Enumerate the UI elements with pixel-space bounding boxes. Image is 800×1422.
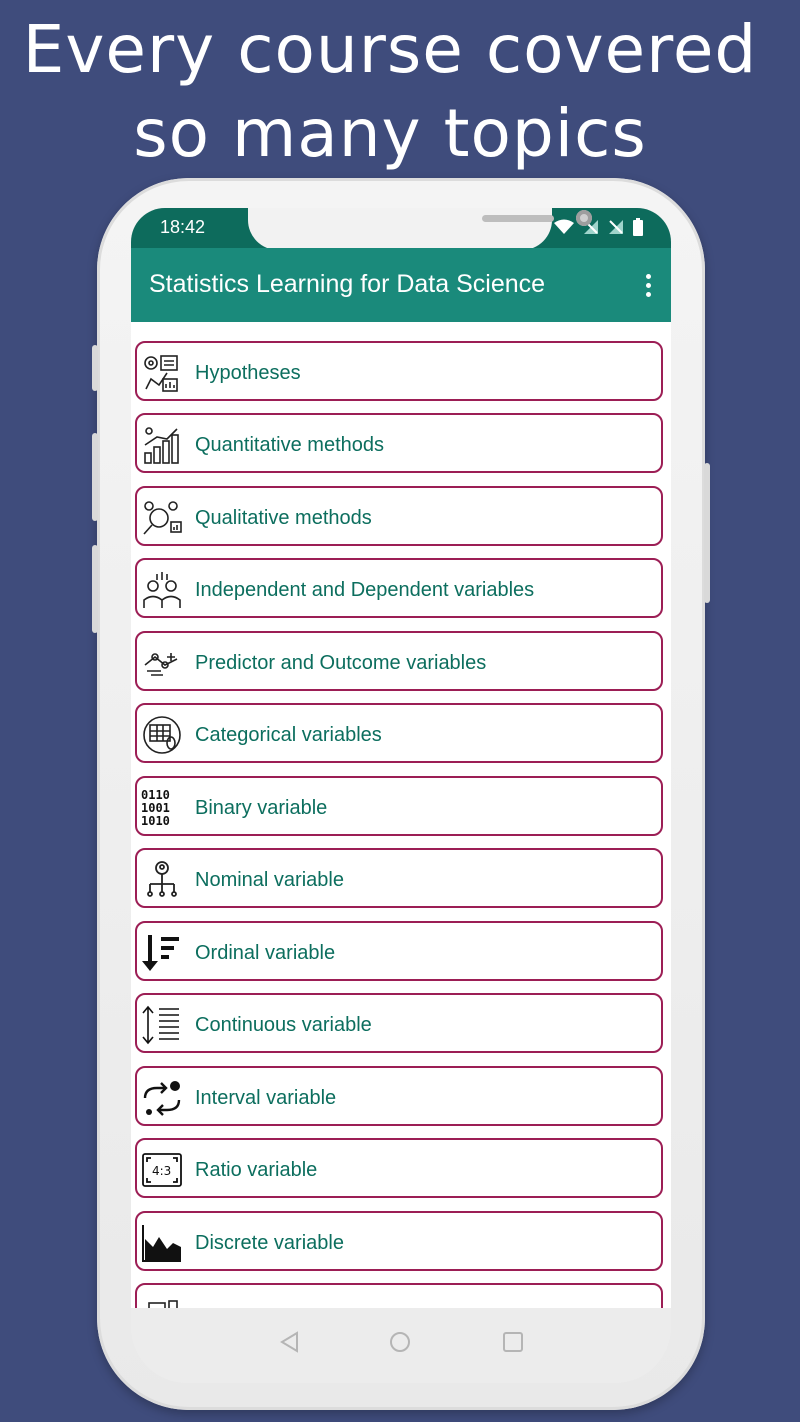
topic-item-qualitative[interactable] xyxy=(135,486,663,546)
svg-text:4:3: 4:3 xyxy=(152,1164,172,1178)
promo-headline xyxy=(0,8,780,176)
cycle-arrows-icon xyxy=(141,1078,183,1118)
topic-label: Qualitative methods xyxy=(195,507,372,529)
person-network-icon xyxy=(141,860,183,900)
partial-item-icon xyxy=(141,1295,183,1308)
topic-item-continuous[interactable] xyxy=(135,993,663,1053)
back-icon[interactable] xyxy=(279,1330,301,1354)
topic-item-independent-dependent[interactable] xyxy=(135,558,663,618)
aspect-ratio-icon xyxy=(141,1150,183,1190)
more-vert-icon[interactable] xyxy=(645,274,653,298)
topic-label: Categorical variables xyxy=(195,724,382,746)
topic-item-predictor-outcome[interactable] xyxy=(135,631,663,691)
hypotheses-icon xyxy=(141,353,183,393)
wifi-icon xyxy=(554,219,574,235)
topic-item-binary[interactable] xyxy=(135,776,663,836)
topic-item-ratio[interactable] xyxy=(135,1138,663,1198)
volume-button xyxy=(92,345,98,391)
people-variables-icon xyxy=(141,570,183,610)
navigation-bar xyxy=(131,1308,671,1383)
earpiece-speaker xyxy=(482,215,554,222)
svg-text:1001: 1001 xyxy=(141,801,170,815)
topic-item-interval[interactable] xyxy=(135,1066,663,1126)
topic-item-discrete[interactable] xyxy=(135,1211,663,1271)
no-signal-icon xyxy=(608,219,624,235)
topic-label: Quantitative methods xyxy=(195,434,384,456)
topic-label: Nominal variable xyxy=(195,869,344,891)
topic-item-hypotheses[interactable] xyxy=(135,341,663,401)
topic-list[interactable] xyxy=(131,322,671,1308)
battery-icon xyxy=(633,218,643,236)
status-time: 18:42 xyxy=(160,217,206,237)
topic-label: Ratio variable xyxy=(195,1159,318,1181)
topic-item-categorical[interactable] xyxy=(135,703,663,763)
topic-label: Ordinal variable xyxy=(195,942,336,964)
volume-up-button xyxy=(92,433,98,521)
growth-chart-icon xyxy=(141,425,183,465)
topic-item-ordinal[interactable] xyxy=(135,921,663,981)
svg-text:1010: 1010 xyxy=(141,814,170,828)
binary-digits-icon xyxy=(141,788,183,828)
topic-item-partial[interactable] xyxy=(135,1283,663,1308)
front-camera xyxy=(576,210,592,226)
volume-down-button xyxy=(92,545,98,633)
recents-icon[interactable] xyxy=(503,1332,523,1352)
promo-line-2: so many topics xyxy=(133,95,647,172)
sort-descending-icon xyxy=(141,933,183,973)
home-icon[interactable] xyxy=(390,1332,410,1352)
vertical-range-icon xyxy=(141,1005,183,1045)
topic-label: Discrete variable xyxy=(195,1232,344,1254)
phone-screen xyxy=(131,208,671,1383)
area-chart-icon xyxy=(141,1223,183,1263)
topic-label: Predictor and Outcome variables xyxy=(195,652,487,674)
app-bar xyxy=(131,248,671,322)
app-title: Statistics Learning for Data Science xyxy=(149,270,546,298)
topic-label: Binary variable xyxy=(195,797,328,819)
power-button xyxy=(704,463,710,603)
camera-notch xyxy=(248,208,552,250)
topic-item-quantitative[interactable] xyxy=(135,413,663,473)
predictor-icon xyxy=(141,643,183,683)
magnifier-analysis-icon xyxy=(141,498,183,538)
topic-label: Interval variable xyxy=(195,1087,337,1109)
svg-text:0110: 0110 xyxy=(141,788,170,802)
topic-label: Continuous variable xyxy=(195,1014,372,1036)
promo-line-1: Every course covered xyxy=(22,11,758,88)
categorical-grid-icon xyxy=(141,715,183,755)
status-icons xyxy=(554,216,643,237)
topic-item-nominal[interactable] xyxy=(135,848,663,908)
topic-label: Hypotheses xyxy=(195,362,301,384)
topic-label: Independent and Dependent variables xyxy=(195,579,535,601)
